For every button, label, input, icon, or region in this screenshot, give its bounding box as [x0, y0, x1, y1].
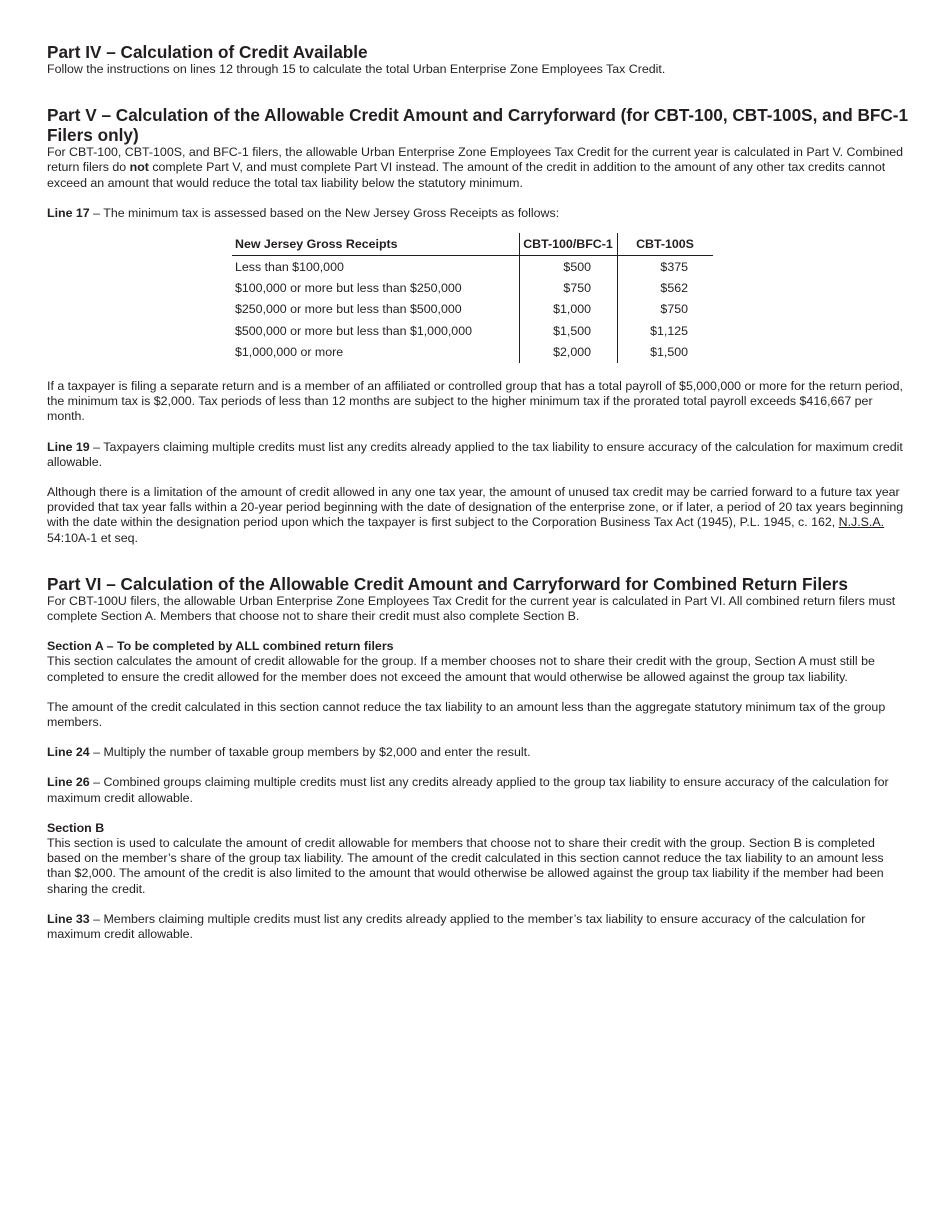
line-24-instruction: Line 24 – Multiply the number of taxable group members by $2,000 and enter the result. — [47, 745, 531, 760]
document-page — [47, 42, 909, 942]
cbt100-bfc1-cell: $750 — [520, 277, 618, 298]
part-v-heading: Part V – Calculation of the Allowable Credit Amount and Carryforward (for CBT-100, CBT-100S, and BFC-1 Filers only) — [47, 105, 909, 146]
cbt100s-cell: $562 — [660, 281, 688, 296]
cbt100-bfc1-cell: $1,500 — [520, 320, 618, 341]
cbt100s-cell: $375 — [660, 259, 688, 274]
col-header-gross-receipts: New Jersey Gross Receipts — [232, 233, 520, 256]
col-header-cbt100-bfc1: CBT-100/BFC-1 — [520, 233, 618, 256]
table-row — [232, 320, 713, 341]
line-33-instruction: Line 33 – Members claiming multiple credits must list any credits already applied to the member’s tax liability to ensure accuracy of the calculation for maximum credit allowable. — [47, 911, 866, 942]
cbt100s-cell: $750 — [660, 302, 688, 317]
part-iv-text: Follow the instructions on lines 12 through 15 to calculate the total Urban Enterprise Zone Employees Tax Credit. — [47, 62, 666, 76]
carryforward-text: Although there is a limitation of the amount of credit allowed in any one tax year, the amount of unused tax credit may be carried forward to a future tax year provided that tax year falls within a 20-year period beginning with the date of designation of the enterprise zone, or if later, a period of 20 tax years beginning with the date within the designation period upon which the taxpayer is first subject to the Corporation Business Tax Act (1945), P.L. 1945, c. 162, N.J.S.A. 54:10A-1 et seq. — [47, 484, 904, 545]
section-a-text-2: The amount of the credit calculated in this section cannot reduce the tax liability to an amount less than the aggregate statutory minimum tax of the group members. — [47, 699, 886, 730]
section-a-text-1: This section calculates the amount of credit allowable for the group. If a member chooses not to share their credit with the group, Section A must still be completed to ensure the credit allowed for the member does not exceed the amount that would otherwise be allowed against the group tax liability. — [47, 654, 875, 684]
line-17-instruction: Line 17 – The minimum tax is assessed based on the New Jersey Gross Receipts as follows: — [47, 205, 560, 220]
part-vi-intro: For CBT-100U filers, the allowable Urban Enterprise Zone Employees Tax Credit for the current year is calculated in Part VI. All combined return filers must complete Section A. Members that choose not to share their credit must also complete Section B. — [47, 593, 896, 623]
gross-receipts-cell: Less than $100,000 — [232, 256, 520, 278]
table-header-row — [232, 233, 713, 256]
section-b-heading: Section B — [47, 820, 105, 835]
affiliated-group-text: If a taxpayer is filing a separate return and is a member of an affiliated or controlled group that has a total payroll of $5,000,000 or more for the return period, the minimum tax is $2,000. Tax periods of less than 12 months are subject to the higher minimum tax if the prorated total payroll exceeds $416,667 per month. — [47, 378, 903, 424]
part-v-intro: For CBT-100, CBT-100S, and BFC-1 filers, the allowable Urban Enterprise Zone Employees Tax Credit for the current year is calculated in Part V. Combined return filers do not complete Part V, and must complete Part VI instead. The amount of the credit in addition to the amount of any other tax credits cannot exceed an amount that would reduce the total tax liability below the statutory minimum. — [47, 145, 904, 190]
cbt100-bfc1-cell: $1,000 — [520, 299, 618, 320]
section-a-heading: Section A – To be completed by ALL combined return filers — [47, 639, 394, 654]
gross-receipts-cell: $500,000 or more but less than $1,000,000 — [232, 320, 520, 341]
table-row — [232, 277, 713, 298]
table-row — [232, 299, 713, 320]
gross-receipts-cell: $250,000 or more but less than $500,000 — [232, 299, 520, 320]
gross-receipts-cell: $1,000,000 or more — [232, 342, 520, 363]
njsa-citation: N.J.S.A. — [838, 515, 885, 530]
table-row — [232, 342, 713, 363]
gross-receipts-cell: $100,000 or more but less than $250,000 — [232, 277, 520, 298]
minimum-tax-table — [232, 233, 713, 363]
line-26-instruction: Line 26 – Combined groups claiming multiple credits must list any credits already applied to the group tax liability to ensure accuracy of the calculation for maximum credit allowable. — [47, 775, 889, 805]
cbt100s-cell: $1,125 — [650, 323, 688, 338]
col-header-cbt100s: CBT-100S — [618, 233, 714, 256]
part-vi-heading: Part VI – Calculation of the Allowable Credit Amount and Carryforward for Combined Return Filers — [47, 573, 848, 594]
table-row — [232, 256, 713, 278]
section-b-text: This section is used to calculate the amount of credit allowable for members that choose not to share their credit with the group. Section B is completed based on the member’s share of the group tax liability. The amount of the credit calculated in this section cannot reduce the tax liability to an amount less than $2,000. The amount of the credit is also limited to the amount that would otherwise be allowed against the group tax liability if the member had been sharing the credit. — [47, 836, 884, 896]
part-iv-heading: Part IV – Calculation of Credit Available — [47, 42, 368, 62]
cbt100s-cell: $1,500 — [650, 345, 688, 360]
cbt100-bfc1-cell: $2,000 — [520, 342, 618, 363]
line-19-instruction: Line 19 – Taxpayers claiming multiple credits must list any credits already applied to the tax liability to ensure accuracy of the calculation for maximum credit allowable. — [47, 439, 903, 469]
cbt100-bfc1-cell: $500 — [520, 256, 618, 278]
